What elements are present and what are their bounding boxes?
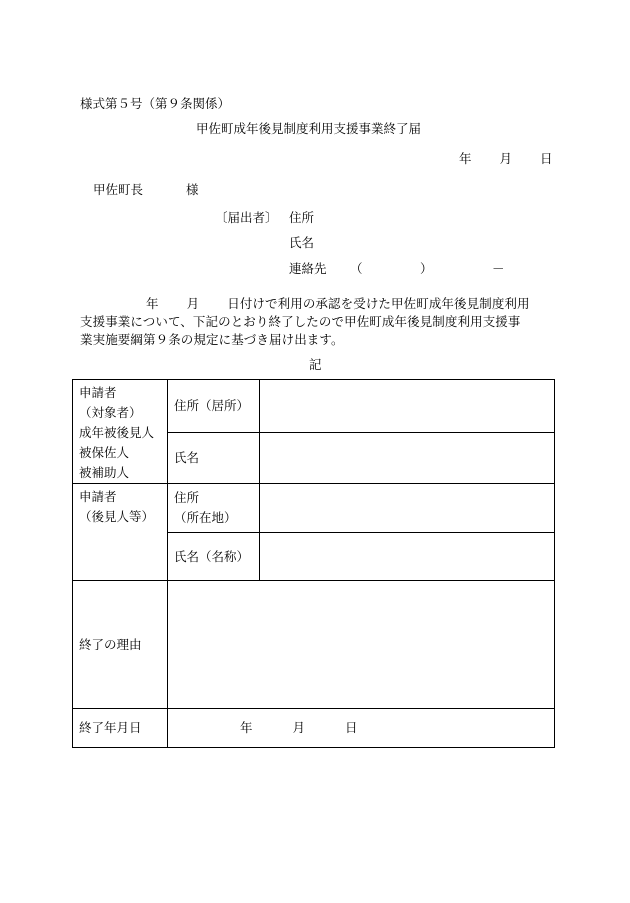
body-paragraph bbox=[80, 295, 560, 349]
end-date-day: 日 bbox=[345, 720, 358, 735]
applicant-name-label: 氏名 bbox=[289, 235, 315, 250]
contact-dash: － bbox=[492, 261, 505, 276]
addressee-honorific: 様 bbox=[186, 182, 199, 197]
end-date-field[interactable] bbox=[168, 709, 555, 748]
guardian-address-field[interactable] bbox=[260, 484, 555, 533]
date-day: 日 bbox=[540, 151, 553, 166]
end-date-month: 月 bbox=[292, 720, 306, 735]
subject-address-field[interactable] bbox=[260, 380, 555, 433]
body-line-3: 業実施要綱第９条の規定に基づき届け出ます。 bbox=[80, 332, 344, 347]
subject-address-label: 住所（居所） bbox=[168, 380, 260, 433]
applicant-contact-label: 連絡先 bbox=[289, 261, 327, 276]
body-line-2: 支援事業について、下記のとおり終了したので甲佐町成年後見制度利用支援事 bbox=[80, 314, 521, 329]
date-line bbox=[459, 151, 553, 166]
reason-label: 終了の理由 bbox=[73, 581, 168, 709]
end-date-label: 終了年月日 bbox=[73, 709, 168, 748]
subject-name-field[interactable] bbox=[260, 433, 555, 484]
date-month: 月 bbox=[499, 151, 513, 166]
body-line-1: 年 月 日付けで利用の承認を受けた甲佐町成年後見制度利用 bbox=[146, 296, 530, 311]
addressee-name: 甲佐町長 bbox=[93, 182, 144, 197]
guardian-name-label: 氏名（名称） bbox=[168, 533, 260, 581]
document-title: 甲佐町成年後見制度利用支援事業終了届 bbox=[196, 121, 422, 136]
date-year: 年 bbox=[459, 151, 472, 166]
subject-name-label: 氏名 bbox=[168, 433, 260, 484]
guardian-address-label: 住所 （所在地） bbox=[168, 484, 260, 533]
reason-field[interactable] bbox=[168, 581, 555, 709]
contact-paren-open: （ bbox=[350, 261, 363, 276]
contact-paren-close: ） bbox=[420, 261, 433, 276]
form-number: 様式第５号（第９条関係） bbox=[80, 96, 231, 111]
applicant-bracket-label: 〔届出者〕 bbox=[215, 210, 278, 225]
guardian-label-cell: 申請者 （後見人等） bbox=[73, 484, 168, 581]
subject-label-cell: 申請者 （対象者） 成年被後見人 被保佐人 被補助人 bbox=[73, 380, 168, 484]
applicant-address-label: 住所 bbox=[289, 210, 315, 225]
termination-table bbox=[72, 379, 555, 748]
ki-heading: 記 bbox=[309, 357, 322, 372]
guardian-name-field[interactable] bbox=[260, 533, 555, 581]
end-date-year: 年 bbox=[240, 720, 253, 735]
